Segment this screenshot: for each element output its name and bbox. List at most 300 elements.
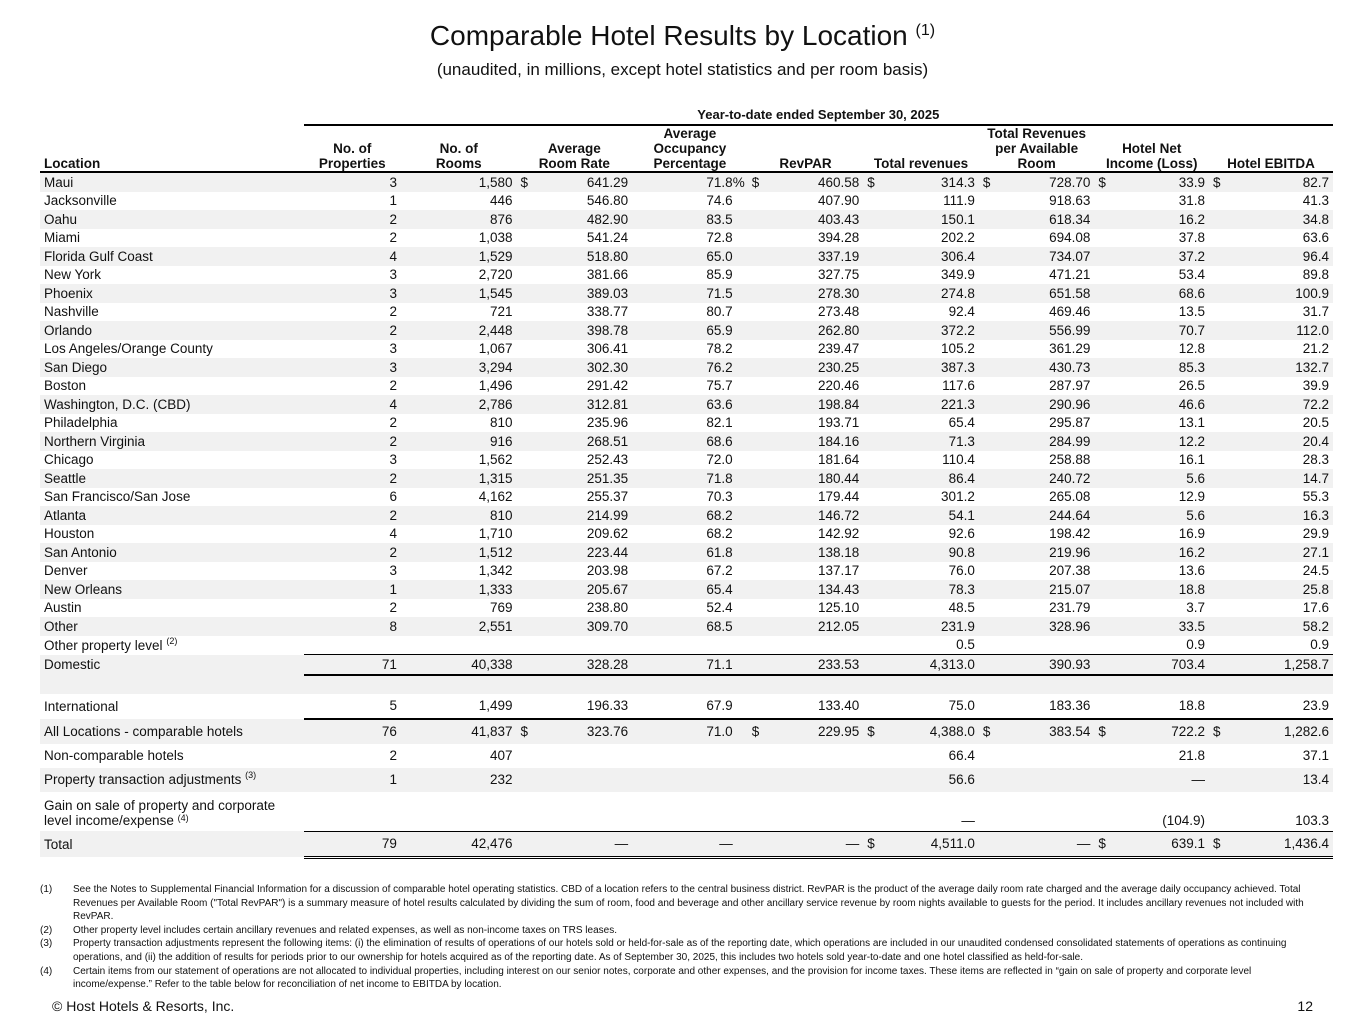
cell-net-income: 703.4	[1113, 655, 1209, 675]
currency-symbol	[748, 284, 766, 303]
cell-total-revenues: 349.9	[941, 267, 975, 283]
cell-occupancy: 80.7	[706, 304, 733, 320]
footnote-text: Property transaction adjustments represent the following items: (i) the elimination of results of operations of our hotels sold or held-for-sale as of the reporting date, which operations are included in our unaudited condensed consolidated statements of operations as continuing operations, and (ii) the addition of results for periods prior to our ownership for hotels acquired as of the reporting date. As of September 30, 2025, this includes two hotels sold year-to-date and one hotel classified as held-for-sale.	[73, 938, 1287, 963]
cell-occupancy: 83.5	[632, 210, 748, 229]
currency-symbol	[748, 395, 766, 414]
cell-net-income: 18.8	[1113, 580, 1209, 599]
cell-occupancy: 67.2	[706, 563, 733, 579]
row-location: Domestic	[40, 655, 304, 675]
currency-symbol: $	[979, 719, 997, 744]
table-row	[40, 636, 1333, 655]
cell-net-income: 5.6	[1113, 469, 1209, 488]
cell-revpar: 180.44	[766, 469, 863, 488]
col-revpar: RevPAR	[748, 125, 864, 172]
currency-symbol	[1094, 247, 1112, 266]
cell-occupancy	[632, 744, 748, 768]
cell-net-income: 37.2	[1113, 247, 1209, 266]
cell-total-revpar: 231.79	[1049, 600, 1091, 616]
currency-symbol	[863, 792, 881, 832]
table-row	[40, 303, 1333, 322]
cell-ebitda: 72.2	[1227, 395, 1333, 414]
hotel-results-table	[40, 104, 1333, 859]
currency-symbol	[863, 488, 881, 507]
cell-revpar: —	[766, 831, 863, 857]
currency-symbol	[979, 636, 997, 655]
cell-net-income: 46.6	[1113, 395, 1209, 414]
currency-symbol	[1094, 210, 1112, 229]
currency-symbol	[979, 599, 997, 618]
currency-symbol: $	[979, 172, 997, 192]
row-location: Non-comparable hotels	[44, 748, 184, 763]
cell-revpar: 193.71	[817, 415, 860, 431]
cell-occupancy	[632, 768, 748, 792]
table-row	[40, 192, 1333, 211]
currency-symbol	[979, 340, 997, 359]
cell-ebitda: 13.4	[1227, 768, 1333, 792]
cell-ebitda: 21.2	[1302, 341, 1329, 357]
currency-symbol	[863, 247, 881, 266]
cell-ebitda: 89.8	[1302, 267, 1329, 283]
cell-total-revpar: 390.93	[997, 655, 1094, 675]
row-location: Chicago	[44, 452, 94, 468]
cell-ebitda: 34.8	[1227, 210, 1333, 229]
cell-net-income: 3.7	[1186, 600, 1205, 616]
currency-symbol	[1209, 562, 1227, 581]
currency-symbol	[979, 744, 997, 768]
row-location: Phoenix	[40, 284, 304, 303]
cell-properties: 2	[304, 432, 401, 451]
table-row	[40, 321, 1333, 340]
cell-ebitda: 25.8	[1227, 580, 1333, 599]
currency-symbol: $	[1209, 172, 1227, 192]
currency-symbol	[748, 768, 766, 792]
cell-total-revpar: 556.99	[997, 321, 1094, 340]
cell-total-revenues: 231.9	[882, 617, 979, 636]
currency-symbol: $	[517, 172, 535, 192]
currency-symbol	[517, 340, 535, 359]
cell-revpar: 125.10	[817, 600, 860, 616]
non-comparable-row	[40, 744, 1333, 768]
cell-total-revpar: 219.96	[997, 543, 1094, 562]
spacer-row	[40, 675, 1333, 694]
cell-rooms: 407	[490, 748, 513, 763]
currency-symbol	[1209, 210, 1227, 229]
currency-symbol	[1094, 694, 1112, 719]
cell-revpar: 230.25	[766, 358, 863, 377]
cell-total-revpar	[997, 744, 1094, 768]
cell-properties	[304, 636, 401, 655]
cell-properties: 1	[304, 768, 401, 792]
cell-total-revenues: 75.0	[948, 698, 975, 713]
cell-properties: 2	[389, 748, 397, 763]
currency-symbol	[1094, 599, 1112, 618]
currency-symbol	[863, 543, 881, 562]
currency-symbol	[748, 488, 766, 507]
cell-revpar: 184.16	[766, 432, 863, 451]
currency-symbol	[748, 377, 766, 396]
currency-symbol	[517, 831, 535, 857]
currency-symbol	[1094, 284, 1112, 303]
currency-symbol	[1094, 229, 1112, 248]
table-row	[40, 562, 1333, 581]
cell-total-revenues: 314.3	[882, 172, 979, 192]
cell-total-revpar: 383.54	[997, 719, 1094, 744]
cell-net-income: 68.6	[1113, 284, 1209, 303]
copyright: © Host Hotels & Resorts, Inc.	[52, 998, 235, 1014]
page-title: Comparable Hotel Results by Location $^{(1)}$	[429, 20, 936, 51]
cell-net-income: 12.9	[1178, 489, 1205, 505]
currency-symbol	[1094, 414, 1112, 433]
cell-occupancy: 72.0	[706, 452, 733, 468]
cell-ebitda: 82.7	[1227, 172, 1333, 192]
footnote-number: (3)	[40, 938, 53, 950]
cell-total-revenues: 372.2	[882, 321, 979, 340]
total-row	[40, 831, 1333, 857]
cell-ebitda: 1,258.7	[1227, 655, 1333, 675]
row-location: Property transaction adjustments $^{(3)}$	[40, 768, 304, 792]
currency-symbol	[863, 229, 881, 248]
cell-revpar: 229.95	[766, 719, 863, 744]
page-subtitle: (unaudited, in millions, except hotel statistics and per room basis)	[436, 60, 929, 79]
cell-total-revpar: 618.34	[997, 210, 1094, 229]
currency-symbol	[863, 451, 881, 470]
cell-occupancy: 71.5	[632, 284, 748, 303]
cell-rooms: 446	[490, 193, 513, 209]
currency-symbol: $	[1209, 719, 1227, 744]
cell-total-revpar: 328.96	[997, 617, 1094, 636]
currency-symbol	[748, 831, 766, 857]
cell-net-income: 16.1	[1178, 452, 1205, 468]
table-row	[40, 543, 1333, 562]
cell-occupancy: 70.3	[706, 489, 733, 505]
currency-symbol	[1094, 192, 1112, 211]
row-location: International	[44, 698, 119, 714]
currency-symbol	[748, 358, 766, 377]
currency-symbol	[979, 792, 997, 832]
currency-symbol	[748, 655, 766, 675]
currency-symbol	[979, 655, 997, 675]
cell-revpar: 460.58	[766, 172, 863, 192]
cell-properties: 5	[389, 698, 397, 713]
currency-symbol	[979, 266, 997, 285]
row-location: Maui	[40, 172, 304, 192]
currency-symbol	[1209, 284, 1227, 303]
cell-rooms: 721	[490, 304, 513, 320]
currency-symbol	[979, 414, 997, 433]
cell-rooms: 2,551	[401, 617, 517, 636]
cell-occupancy	[632, 636, 748, 655]
currency-symbol	[1094, 488, 1112, 507]
cell-ebitda: 29.9	[1302, 526, 1329, 542]
cell-net-income: 31.8	[1178, 193, 1205, 209]
cell-total-revenues: 110.4	[942, 452, 975, 468]
cell-revpar: 133.40	[817, 698, 860, 713]
currency-symbol	[517, 599, 535, 618]
currency-symbol	[979, 580, 997, 599]
currency-symbol	[863, 768, 881, 792]
cell-properties: 4	[389, 526, 397, 542]
currency-symbol	[1094, 562, 1112, 581]
currency-symbol: $	[863, 719, 881, 744]
cell-adr: 255.37	[586, 489, 629, 505]
currency-symbol: $	[1094, 719, 1112, 744]
cell-adr: 312.81	[535, 395, 632, 414]
currency-symbol	[1209, 247, 1227, 266]
currency-symbol	[979, 229, 997, 248]
cell-revpar: 239.47	[817, 341, 860, 357]
cell-total-revpar: 734.07	[997, 247, 1094, 266]
currency-symbol	[748, 414, 766, 433]
footnote-number: (4)	[40, 965, 53, 977]
currency-symbol	[517, 617, 535, 636]
currency-symbol	[748, 562, 766, 581]
cell-adr: 205.67	[535, 580, 632, 599]
cell-net-income: 5.6	[1113, 506, 1209, 525]
currency-symbol	[979, 395, 997, 414]
period-header: Year-to-date ended September 30, 2025	[304, 104, 1333, 125]
currency-symbol	[748, 247, 766, 266]
cell-rooms: 2,720	[478, 267, 513, 283]
cell-adr: 252.43	[586, 452, 629, 468]
cell-total-revenues: 48.5	[948, 600, 975, 616]
currency-symbol	[517, 210, 535, 229]
cell-occupancy: 71.8%	[632, 172, 748, 192]
cell-properties: 2	[304, 210, 401, 229]
currency-symbol	[517, 414, 535, 433]
currency-symbol	[517, 792, 535, 832]
currency-symbol	[748, 266, 766, 285]
row-location: Miami	[44, 230, 80, 246]
cell-adr: 398.78	[535, 321, 632, 340]
cell-properties: 3	[389, 267, 397, 283]
domestic-row	[40, 655, 1333, 675]
currency-symbol	[748, 744, 766, 768]
currency-symbol	[979, 303, 997, 322]
cell-rooms: 810	[401, 506, 517, 525]
cell-properties: 1	[389, 193, 397, 209]
table-row	[40, 358, 1333, 377]
currency-symbol	[517, 694, 535, 719]
cell-occupancy: 75.7	[706, 378, 733, 394]
footnote-text: See the Notes to Supplemental Financial Information for a discussion of comparable hotel operating statistics. CBD of a location refers to the central business district. RevPAR is the product of the average daily room rate charged and the average daily occupancy achieved. Total Revenues per Available Room ("Total RevPAR") is a summary measure of hotel results calculated by dividing the sum of room, food and beverage and other ancillary service revenue by room nights available to guests for the period. It includes ancillary revenues not included with RevPAR.	[73, 884, 1304, 923]
currency-symbol	[1094, 321, 1112, 340]
cell-ebitda: 24.5	[1302, 563, 1329, 579]
cell-ebitda: 39.9	[1302, 378, 1329, 394]
cell-properties: 8	[304, 617, 401, 636]
cell-properties: 2	[389, 230, 397, 246]
cell-net-income: 26.5	[1178, 378, 1205, 394]
row-location: Northern Virginia	[40, 432, 304, 451]
cell-properties: 2	[304, 321, 401, 340]
table-row	[40, 506, 1333, 525]
cell-total-revenues: 78.3	[882, 580, 979, 599]
cell-total-revenues: 306.4	[882, 247, 979, 266]
cell-adr: 641.29	[535, 172, 632, 192]
cell-ebitda: 1,282.6	[1227, 719, 1333, 744]
cell-total-revpar: 694.08	[1049, 230, 1091, 246]
cell-ebitda: 103.3	[1295, 812, 1329, 828]
currency-symbol	[517, 192, 535, 211]
cell-total-revenues: 71.3	[882, 432, 979, 451]
currency-symbol	[863, 266, 881, 285]
cell-properties: 76	[304, 719, 401, 744]
currency-symbol	[1209, 451, 1227, 470]
cell-rooms: 810	[490, 415, 513, 431]
cell-net-income: 0.9	[1186, 637, 1205, 653]
cell-ebitda: 1,436.4	[1227, 831, 1333, 857]
cell-revpar: 233.53	[766, 655, 863, 675]
cell-adr: 223.44	[535, 543, 632, 562]
currency-symbol	[1209, 488, 1227, 507]
cell-total-revpar: 244.64	[997, 506, 1094, 525]
currency-symbol	[517, 303, 535, 322]
row-location: Austin	[44, 600, 82, 616]
currency-symbol: $	[1209, 831, 1227, 857]
title-footnote-ref: (1)	[915, 22, 936, 39]
cell-revpar: 394.28	[817, 230, 860, 246]
currency-symbol	[748, 340, 766, 359]
currency-symbol	[1094, 655, 1112, 675]
cell-properties: 2	[304, 506, 401, 525]
footnote-ref: (3)	[245, 770, 257, 780]
currency-symbol	[517, 655, 535, 675]
cell-rooms: 916	[401, 432, 517, 451]
currency-symbol	[1094, 303, 1112, 322]
currency-symbol	[979, 284, 997, 303]
cell-rooms: 1,315	[401, 469, 517, 488]
currency-symbol	[979, 247, 997, 266]
row-location: Houston	[44, 526, 95, 542]
currency-symbol	[863, 744, 881, 768]
currency-symbol	[1094, 469, 1112, 488]
cell-ebitda: 100.9	[1227, 284, 1333, 303]
cell-ebitda: 41.3	[1302, 193, 1329, 209]
currency-symbol	[517, 266, 535, 285]
cell-total-revenues: 4,511.0	[882, 831, 979, 857]
currency-symbol	[1209, 543, 1227, 562]
currency-symbol: $	[748, 172, 766, 192]
cell-adr: 309.70	[535, 617, 632, 636]
cell-total-revenues: 117.6	[942, 378, 975, 394]
currency-symbol	[863, 192, 881, 211]
table-row	[40, 266, 1333, 285]
currency-symbol: $	[863, 831, 881, 857]
cell-adr: 541.24	[586, 230, 629, 246]
cell-adr: 196.33	[586, 698, 629, 713]
cell-total-revenues: 387.3	[882, 358, 979, 377]
col-total-revenues: Total revenues	[863, 125, 979, 172]
cell-occupancy: 68.2	[706, 526, 733, 542]
currency-symbol	[979, 506, 997, 525]
cell-ebitda: 132.7	[1227, 358, 1333, 377]
currency-symbol	[1209, 340, 1227, 359]
cell-revpar: 278.30	[766, 284, 863, 303]
cell-revpar: 181.64	[817, 452, 860, 468]
cell-properties: 2	[389, 378, 397, 394]
cell-rooms: 3,294	[401, 358, 517, 377]
currency-symbol	[748, 303, 766, 322]
cell-total-revpar: 728.70	[997, 172, 1094, 192]
row-location: Los Angeles/Orange County	[44, 341, 213, 357]
cell-total-revenues: 0.5	[956, 637, 975, 653]
cell-occupancy: 85.9	[706, 267, 733, 283]
cell-occupancy: 71.0	[632, 719, 748, 744]
currency-symbol	[863, 377, 881, 396]
cell-adr: 482.90	[535, 210, 632, 229]
currency-symbol	[1094, 266, 1112, 285]
currency-symbol	[979, 377, 997, 396]
cell-adr: 328.28	[535, 655, 632, 675]
currency-symbol	[748, 192, 766, 211]
currency-symbol	[1209, 506, 1227, 525]
currency-symbol	[517, 247, 535, 266]
cell-net-income: (104.9)	[1162, 812, 1205, 828]
cell-total-revenues: 105.2	[941, 341, 975, 357]
table-body	[40, 172, 1333, 857]
row-location: Jacksonville	[44, 193, 117, 209]
currency-symbol	[1209, 655, 1227, 675]
row-location: Philadelphia	[44, 415, 118, 431]
currency-symbol	[863, 655, 881, 675]
cell-ebitda: 63.6	[1302, 230, 1329, 246]
cell-adr: —	[535, 831, 632, 857]
currency-symbol	[748, 210, 766, 229]
currency-symbol	[517, 580, 535, 599]
currency-symbol	[517, 506, 535, 525]
currency-symbol	[979, 562, 997, 581]
cell-total-revpar	[997, 792, 1094, 832]
cell-ebitda: 96.4	[1227, 247, 1333, 266]
footnote	[40, 965, 1328, 992]
cell-rooms: 42,476	[401, 831, 517, 857]
table-row	[40, 451, 1333, 470]
currency-symbol	[1209, 303, 1227, 322]
cell-rooms: 1,067	[478, 341, 513, 357]
currency-symbol	[517, 636, 535, 655]
col-occupancy: Average Occupancy Percentage	[632, 125, 748, 172]
cell-revpar: 198.84	[766, 395, 863, 414]
cell-total-revenues: 202.2	[941, 230, 975, 246]
cell-net-income: 13.1	[1178, 415, 1205, 431]
col-total-revpar: Total Revenues per Available Room	[979, 125, 1095, 172]
row-location: Other	[40, 617, 304, 636]
cell-rooms: 41,837	[401, 719, 517, 744]
cell-occupancy: 74.6	[706, 193, 733, 209]
cell-rooms: 2,448	[401, 321, 517, 340]
cell-occupancy: 65.4	[632, 580, 748, 599]
cell-total-revenues: 76.0	[948, 563, 975, 579]
cell-total-revpar: 265.08	[1049, 489, 1091, 505]
currency-symbol	[979, 831, 997, 857]
currency-symbol	[1094, 451, 1112, 470]
cell-total-revpar: 198.42	[1049, 526, 1091, 542]
cell-net-income: 12.8	[1178, 341, 1205, 357]
cell-total-revpar: 361.29	[1049, 341, 1091, 357]
cell-net-income: 12.2	[1113, 432, 1209, 451]
row-location: Total	[40, 831, 304, 857]
cell-revpar: 179.44	[817, 489, 860, 505]
cell-rooms: 1,580	[401, 172, 517, 192]
row-location: All Locations - comparable hotels	[40, 719, 304, 744]
cell-rooms	[401, 636, 517, 655]
currency-symbol	[748, 432, 766, 451]
currency-symbol	[979, 451, 997, 470]
cell-rooms: 1,038	[478, 230, 513, 246]
cell-properties: 3	[389, 452, 397, 468]
cell-rooms	[401, 792, 517, 832]
currency-symbol	[1209, 636, 1227, 655]
currency-symbol	[748, 451, 766, 470]
